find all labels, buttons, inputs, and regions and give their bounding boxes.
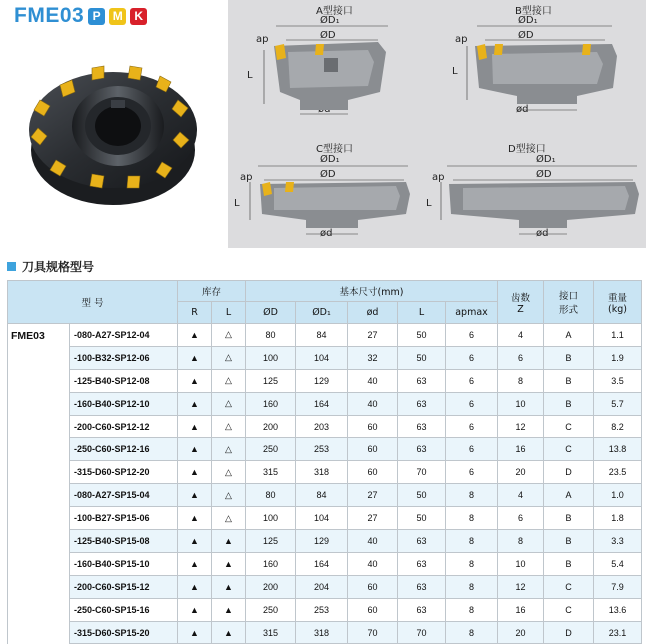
cell-kg: 1.1 <box>594 324 642 347</box>
cell-z: 10 <box>498 392 544 415</box>
cell-l-stock: ▲ <box>212 575 246 598</box>
table-row <box>8 598 642 621</box>
diagram-b-od-label: ød <box>516 104 529 115</box>
section-marker <box>7 262 16 271</box>
cell-d: 80 <box>246 324 296 347</box>
cell-l: 63 <box>398 438 446 461</box>
header-interface-label: 接口 <box>559 291 579 302</box>
cell-od: 40 <box>348 552 398 575</box>
diagram-c-od-label: ød <box>320 228 333 239</box>
cell-l: 63 <box>398 575 446 598</box>
cell-model: -100-B32-SP12-06 <box>70 346 178 369</box>
cell-kg: 7.9 <box>594 575 642 598</box>
header-weight-label: 重量 <box>608 292 628 304</box>
cell-d1: 84 <box>296 324 348 347</box>
cell-d: 250 <box>246 438 296 461</box>
cell-kg: 3.3 <box>594 530 642 553</box>
header-model: 型 号 <box>8 281 178 324</box>
cell-l-stock: △ <box>212 324 246 347</box>
diagram-a-ap-label: ap <box>256 34 269 45</box>
cell-z: 12 <box>498 575 544 598</box>
cell-od: 27 <box>348 324 398 347</box>
material-badge-p: P <box>88 8 105 25</box>
table-row <box>8 575 642 598</box>
cell-d1: 164 <box>296 392 348 415</box>
cell-l-stock: △ <box>212 392 246 415</box>
table-row <box>8 369 642 392</box>
cell-model: -200-C60-SP15-12 <box>70 575 178 598</box>
cell-od: 60 <box>348 438 398 461</box>
cell-r: ▲ <box>178 484 212 507</box>
cell-d1: 84 <box>296 484 348 507</box>
cell-ap: 8 <box>446 484 498 507</box>
cell-r: ▲ <box>178 598 212 621</box>
cell-type: C <box>544 415 594 438</box>
cell-d1: 318 <box>296 461 348 484</box>
cell-kg: 13.6 <box>594 598 642 621</box>
cell-z: 20 <box>498 461 544 484</box>
cell-d: 160 <box>246 392 296 415</box>
cell-d1: 164 <box>296 552 348 575</box>
table-row <box>8 324 642 347</box>
cell-model: -160-B40-SP15-10 <box>70 552 178 575</box>
cell-type: B <box>544 392 594 415</box>
cell-l-stock: △ <box>212 507 246 530</box>
cell-ap: 8 <box>446 507 498 530</box>
cell-l-stock: △ <box>212 369 246 392</box>
diagram-c-title: C型接口 <box>316 144 353 155</box>
cell-r: ▲ <box>178 621 212 644</box>
cell-type: C <box>544 438 594 461</box>
header-d: ØD <box>246 302 296 324</box>
table-row <box>8 507 642 530</box>
diagram-d-ap-label: ap <box>432 172 445 183</box>
cell-d: 200 <box>246 575 296 598</box>
cell-type: B <box>544 552 594 575</box>
cell-type: B <box>544 346 594 369</box>
cell-z: 4 <box>498 324 544 347</box>
cell-model: -125-B40-SP12-08 <box>70 369 178 392</box>
cell-ap: 6 <box>446 369 498 392</box>
cell-l: 63 <box>398 369 446 392</box>
spec-table-body <box>8 324 642 644</box>
diagram-panel <box>228 0 646 248</box>
diagram-b-l-label: L <box>452 66 458 77</box>
cell-od: 60 <box>348 575 398 598</box>
cell-od: 40 <box>348 530 398 553</box>
cell-type: B <box>544 507 594 530</box>
header-teeth-label: 齿数 <box>511 292 531 304</box>
header-area <box>0 0 646 248</box>
table-row <box>8 552 642 575</box>
cell-ap: 6 <box>446 415 498 438</box>
cell-l: 63 <box>398 415 446 438</box>
header-interface-label2: 形式 <box>559 305 579 316</box>
cell-d: 200 <box>246 415 296 438</box>
cell-r: ▲ <box>178 552 212 575</box>
header-dims: 基本尺寸(mm) <box>246 281 498 302</box>
table-row <box>8 484 642 507</box>
material-badge-k: K <box>130 8 147 25</box>
cell-z: 10 <box>498 552 544 575</box>
diagram-d-d1-label: ØD₁ <box>536 154 556 165</box>
header-weight <box>594 281 642 324</box>
diagram-d-od-label: ød <box>536 228 549 239</box>
diagram-b-ap-label: ap <box>455 34 468 45</box>
cell-d: 160 <box>246 552 296 575</box>
cutter-product-image <box>0 0 228 248</box>
table-row <box>8 621 642 644</box>
material-badge-m: M <box>109 8 126 25</box>
diagram-c-d-label: ØD <box>320 169 336 180</box>
diagram-a-drawing <box>228 0 437 124</box>
diagram-d-title: D型接口 <box>508 144 546 155</box>
cell-z: 8 <box>498 369 544 392</box>
cell-type: D <box>544 621 594 644</box>
cell-r: ▲ <box>178 575 212 598</box>
diagram-a-title: A型接口 <box>316 6 353 17</box>
cell-type: B <box>544 369 594 392</box>
diagram-b-d-label: ØD <box>518 30 534 41</box>
cell-d1: 204 <box>296 575 348 598</box>
cell-l-stock: △ <box>212 461 246 484</box>
diagram-c-ap-label: ap <box>240 172 253 183</box>
cell-kg: 13.8 <box>594 438 642 461</box>
cell-d1: 253 <box>296 438 348 461</box>
table-row <box>8 438 642 461</box>
header-stock-r: R <box>178 302 212 324</box>
cell-z: 8 <box>498 530 544 553</box>
cell-model: -100-B27-SP15-06 <box>70 507 178 530</box>
header-stock-l: L <box>212 302 246 324</box>
cell-model: -315-D60-SP12-20 <box>70 461 178 484</box>
cell-model: -250-C60-SP12-16 <box>70 438 178 461</box>
header-stock: 库存 <box>178 281 246 302</box>
cell-od: 27 <box>348 507 398 530</box>
cell-d: 315 <box>246 621 296 644</box>
cell-r: ▲ <box>178 507 212 530</box>
cell-l: 63 <box>398 530 446 553</box>
cell-model: -125-B40-SP15-08 <box>70 530 178 553</box>
cell-l-stock: △ <box>212 346 246 369</box>
diagram-c-l-label: L <box>234 198 240 209</box>
cell-od: 32 <box>348 346 398 369</box>
cell-z: 16 <box>498 438 544 461</box>
diagram-b-d1-label: ØD₁ <box>518 15 538 26</box>
cell-kg: 5.7 <box>594 392 642 415</box>
cell-d: 100 <box>246 346 296 369</box>
cell-d1: 253 <box>296 598 348 621</box>
cell-ap: 6 <box>446 438 498 461</box>
cell-d1: 203 <box>296 415 348 438</box>
cell-model: -250-C60-SP15-16 <box>70 598 178 621</box>
diagram-d-drawing <box>437 124 646 248</box>
cell-l-stock: △ <box>212 415 246 438</box>
cell-l-stock: ▲ <box>212 598 246 621</box>
cell-ap: 8 <box>446 598 498 621</box>
cell-l-stock: △ <box>212 438 246 461</box>
table-row <box>8 530 642 553</box>
diagram-a-d-label: ØD <box>320 30 336 41</box>
cell-ap: 8 <box>446 552 498 575</box>
cell-model: -080-A27-SP12-04 <box>70 324 178 347</box>
diagram-d-d-label: ØD <box>536 169 552 180</box>
cell-kg: 1.9 <box>594 346 642 369</box>
cell-od: 60 <box>348 598 398 621</box>
table-row <box>8 415 642 438</box>
table-row <box>8 346 642 369</box>
cell-l: 50 <box>398 484 446 507</box>
cell-l: 70 <box>398 461 446 484</box>
cell-z: 16 <box>498 598 544 621</box>
cell-r: ▲ <box>178 438 212 461</box>
cell-type: A <box>544 324 594 347</box>
header-apmax: apmax <box>446 302 498 324</box>
series-label: FME03 <box>8 324 70 644</box>
cell-kg: 23.5 <box>594 461 642 484</box>
cell-ap: 8 <box>446 530 498 553</box>
cell-r: ▲ <box>178 530 212 553</box>
cell-l-stock: △ <box>212 484 246 507</box>
cell-z: 20 <box>498 621 544 644</box>
cell-ap: 8 <box>446 575 498 598</box>
cell-type: A <box>544 484 594 507</box>
cell-od: 60 <box>348 415 398 438</box>
cell-model: -200-C60-SP12-12 <box>70 415 178 438</box>
cell-d: 315 <box>246 461 296 484</box>
cell-model: -160-B40-SP12-10 <box>70 392 178 415</box>
cell-r: ▲ <box>178 346 212 369</box>
cell-kg: 3.5 <box>594 369 642 392</box>
cell-type: B <box>544 530 594 553</box>
cell-r: ▲ <box>178 324 212 347</box>
cell-type: C <box>544 575 594 598</box>
cell-kg: 1.8 <box>594 507 642 530</box>
header-interface <box>544 281 594 324</box>
cell-model: -080-A27-SP15-04 <box>70 484 178 507</box>
header-od: ød <box>348 302 398 324</box>
cell-d: 125 <box>246 530 296 553</box>
header-teeth <box>498 281 544 324</box>
cell-od: 40 <box>348 369 398 392</box>
cell-z: 12 <box>498 415 544 438</box>
cell-model: -315-D60-SP15-20 <box>70 621 178 644</box>
cell-z: 6 <box>498 507 544 530</box>
diagram-d-l-label: L <box>426 198 432 209</box>
product-title: FME03 <box>14 4 85 27</box>
cell-kg: 5.4 <box>594 552 642 575</box>
cell-od: 40 <box>348 392 398 415</box>
cell-d1: 318 <box>296 621 348 644</box>
header-d1: ØD₁ <box>296 302 348 324</box>
section-title: 刀具规格型号 <box>22 260 95 274</box>
cell-l: 63 <box>398 598 446 621</box>
cell-l: 50 <box>398 507 446 530</box>
cell-l: 63 <box>398 392 446 415</box>
cell-d1: 104 <box>296 346 348 369</box>
header-teeth-z: Z <box>517 303 524 315</box>
diagram-c-drawing <box>228 124 437 248</box>
cell-od: 27 <box>348 484 398 507</box>
header-weight-unit: (kg) <box>608 303 627 315</box>
cell-d1: 129 <box>296 369 348 392</box>
cell-od: 70 <box>348 621 398 644</box>
cell-ap: 6 <box>446 392 498 415</box>
cell-type: C <box>544 598 594 621</box>
diagram-c-d1-label: ØD₁ <box>320 154 340 165</box>
cell-z: 6 <box>498 346 544 369</box>
cell-r: ▲ <box>178 415 212 438</box>
diagram-a-d1-label: ØD₁ <box>320 15 340 26</box>
cell-d: 125 <box>246 369 296 392</box>
cell-kg: 23.1 <box>594 621 642 644</box>
cell-l-stock: ▲ <box>212 621 246 644</box>
section-heading <box>7 258 94 275</box>
cell-r: ▲ <box>178 392 212 415</box>
diagram-b-title: B型接口 <box>515 6 552 17</box>
cell-d1: 104 <box>296 507 348 530</box>
cell-r: ▲ <box>178 461 212 484</box>
product-panel <box>0 0 228 248</box>
diagram-a-l-label: L <box>247 70 253 81</box>
cell-l-stock: ▲ <box>212 552 246 575</box>
cell-d1: 129 <box>296 530 348 553</box>
cell-d: 250 <box>246 598 296 621</box>
cell-l: 50 <box>398 324 446 347</box>
table-row <box>8 392 642 415</box>
cell-ap: 6 <box>446 324 498 347</box>
header-l: L <box>398 302 446 324</box>
cell-ap: 6 <box>446 346 498 369</box>
cell-l-stock: ▲ <box>212 530 246 553</box>
cell-ap: 8 <box>446 621 498 644</box>
cell-type: D <box>544 461 594 484</box>
cell-z: 4 <box>498 484 544 507</box>
diagram-b-drawing <box>437 0 646 124</box>
cell-od: 60 <box>348 461 398 484</box>
cell-d: 80 <box>246 484 296 507</box>
cell-l: 50 <box>398 346 446 369</box>
cell-kg: 1.0 <box>594 484 642 507</box>
cell-r: ▲ <box>178 369 212 392</box>
cell-d: 100 <box>246 507 296 530</box>
table-row <box>8 461 642 484</box>
cell-ap: 6 <box>446 461 498 484</box>
cell-l: 63 <box>398 552 446 575</box>
cell-kg: 8.2 <box>594 415 642 438</box>
cell-l: 70 <box>398 621 446 644</box>
spec-table <box>7 280 642 644</box>
